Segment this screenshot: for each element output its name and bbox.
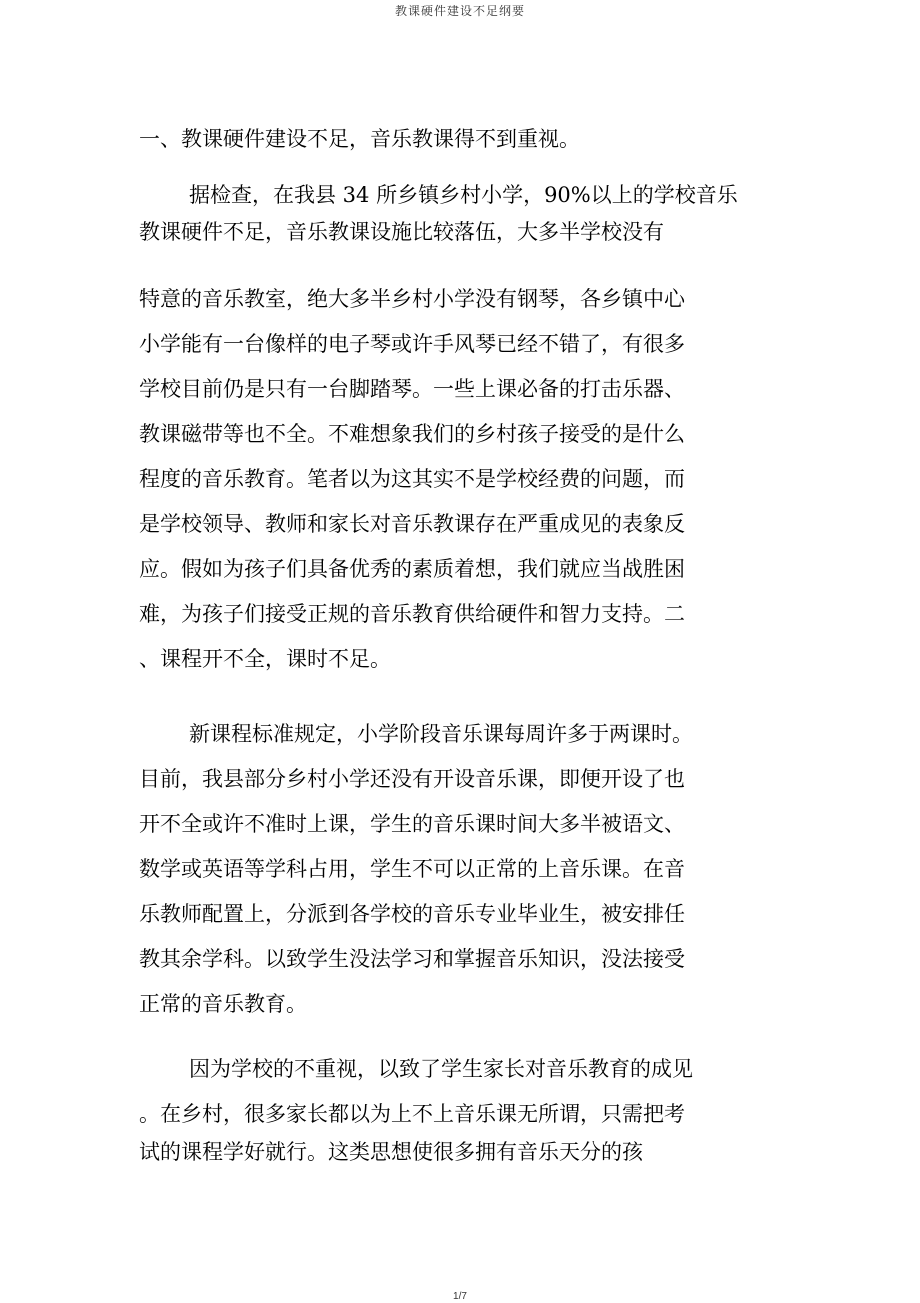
paragraph-line: 正常的音乐教育。	[139, 992, 307, 1016]
page-header: 教课硬件建设不足纲要	[394, 4, 525, 18]
paragraph-line: 难，为孩子们接受正规的音乐教育供给硬件和智力支持。二	[139, 602, 685, 626]
paragraph-line: 目前，我县部分乡村小学还没有开设音乐课，即便开设了也	[139, 767, 685, 791]
paragraph-line: 程度的音乐教育。笔者以为这其实不是学校经费的问题，而	[139, 467, 685, 491]
paragraph-line: 数学或英语等学科占用，学生不可以正常的上音乐课。在音	[139, 857, 685, 881]
paragraph-line: 教其余学科。以致学生没法学习和掌握音乐知识，没法接受	[139, 947, 685, 971]
paragraph-line: 乐教师配置上，分派到各学校的音乐专业毕业生，被安排任	[139, 902, 685, 926]
paragraph-line: 教课硬件不足，音乐教课设施比较落伍，大多半学校没有	[139, 220, 664, 244]
paragraph-line: 开不全或许不准时上课，学生的音乐课时间大多半被语文、	[139, 812, 685, 836]
page-number: 1/7	[453, 1291, 467, 1302]
section-heading-1: 一、教课硬件建设不足，音乐教课得不到重视。	[139, 127, 580, 151]
paragraph-line: 学校目前仍是只有一台脚踏琴。一些上课必备的打击乐器、	[139, 377, 685, 401]
paragraph-line: 因为学校的不重视，以致了学生家长对音乐教育的成见	[189, 1057, 693, 1081]
paragraph-line: 新课程标准规定，小学阶段音乐课每周许多于两课时。	[189, 722, 693, 746]
paragraph-line: 教课磁带等也不全。不难想象我们的乡村孩子接受的是什么	[139, 422, 685, 446]
paragraph-line: 应。假如为孩子们具备优秀的素质着想，我们就应当战胜困	[139, 557, 685, 581]
paragraph-line: 小学能有一台像样的电子琴或许手风琴已经不错了，有很多	[139, 332, 685, 356]
paragraph-line: 。在乡村，很多家长都以为上不上音乐课无所谓，只需把考	[139, 1102, 685, 1126]
section-heading-2: 、课程开不全，课时不足。	[139, 647, 391, 671]
paragraph-line: 试的课程学好就行。这类思想使很多拥有音乐天分的孩	[139, 1140, 643, 1164]
paragraph-line: 特意的音乐教室，绝大多半乡村小学没有钢琴，各乡镇中心	[139, 287, 685, 311]
paragraph-line: 是学校领导、教师和家长对音乐教课存在严重成见的表象反	[139, 512, 685, 536]
paragraph-line: 据检查，在我县 34 所乡镇乡村小学，90%以上的学校音乐	[189, 183, 738, 207]
